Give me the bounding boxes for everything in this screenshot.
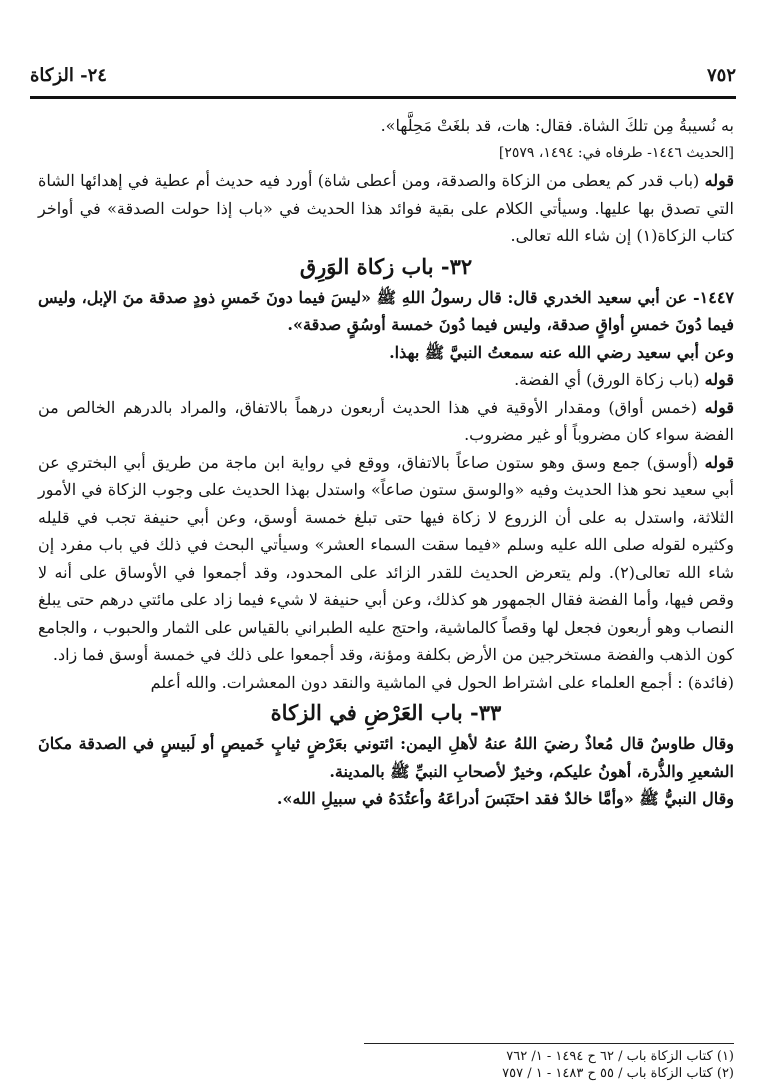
paragraph-faida: (فائدة) : أجمع العلماء على اشتراط الحول في الماشية والنقد دون المعشرات. والله أعلم — [150, 672, 734, 692]
commentary-text: (خمس أواق) ومقدار الأوقية في هذا الحديث أربعون درهماً بالاتفاق، والمراد بالدرهم الخالص من الفضة سواء كان مضروباً أو غير مضروب. — [38, 397, 734, 444]
qawluhu-label: قوله — [704, 397, 734, 417]
footnote-rule — [364, 1043, 734, 1044]
running-header — [30, 58, 736, 92]
footnotes — [300, 1048, 734, 1082]
paragraph-commentary-4 — [38, 449, 734, 669]
paragraph-commentary-2 — [38, 366, 734, 394]
header-rule — [30, 96, 736, 99]
paragraph-hadith-end: به نُسيبةُ مِن تلكَ الشاة. فقال: هات، قد بلغَتْ مَحِلَّها». — [380, 116, 734, 135]
section-heading-33: ٣٣- باب العَرْضِ في الزكاة — [270, 700, 502, 725]
qawluhu-label: قوله — [704, 452, 734, 472]
page-number: ٧٥٢ — [706, 64, 736, 86]
hadith-khalid: وقال النبيُّ ﷺ «وأمَّا خالدٌ فقد احتَبَسَ أدراعَهُ وأعتُدَهُ في سبيلِ الله». — [276, 789, 734, 808]
chapter-title: ٢٤- الزكاة — [30, 64, 107, 86]
footnote-2: (٢) كتاب الزكاة باب / ٥٥ ح ١٤٨٣ - ١ / ٧٥٧ — [502, 1066, 734, 1081]
commentary-text: (أوسق) جمع وسق وهو ستون صاعاً بالاتفاق، ووقع في رواية ابن ماجة من طريق أبي البختري عن أبي سعيد نحو هذا الحديث وفيه «والوسق ستون صاعاً» واستدل بهذا الحديث على وجوب الزكاة في الأمور الثلاثة، واستدل به على أن الزروع لا زكاة فيها حتى تبلغ خمسة أوسق، وعن أبي حنيفة تجب في قليله وكثيره لقوله صلى الله عليه وسلم «فيما سقت السماء العشر» وسيأتي البحث في ذلك في باب مفرد إن شاء الله تعالى(٢). ولم يتعرض الحديث للقدر الزائد على المحدود، وقد أجمعوا في الأوساق على أنه لا وقص فيها، وأما الفضة فقال الجمهور هو كذلك، وعن أبي حنيفة لا شيء فيما زاد على مائتي درهم حتى يبلغ النصاب وهو أربعون فجعل لها وقصاً كالماشية، واحتج عليه الطبراني بالقياس على الثمار والحبوب ، والجامع كون الذهب والفضة مستخرجين من الأرض بكلفة ومؤنة، وقد أجمعوا على ذلك في خمسة أوسق فما زاد. — [38, 452, 734, 664]
section-heading-32: ٣٢- باب زكاة الوَرِق — [299, 253, 473, 279]
qawluhu-label: قوله — [704, 370, 734, 389]
qawluhu-label: قوله — [704, 171, 734, 190]
athar-tawus: وقال طاوسٌ قال مُعاذٌ رضيَ اللهُ عنهُ لأهلِ اليمن: ائتوني بعَرْضٍ ثيابٍ خَميصٍ أو لَبيسٍ في الصدقة مكانَ الشعيرِ والذُّرة، أهونُ عليكم، وخيرٌ لأصحابِ النبيِّ ﷺ بالمدينة. — [38, 734, 734, 781]
hadith-1447-alt-chain: وعن أبي سعيد رضي الله عنه سمعتُ النبيَّ ﷺ بهذا. — [389, 342, 734, 362]
commentary-text: (باب قدر كم يعطى من الزكاة والصدقة، ومن أعطى شاة) أورد فيه حديث أم عطية في إهدائها الشاة التي تصدق بها عليها. وسيأتي الكلام على بقية فوائد هذا الحديث في «باب إذا حولت الصدقة» في أواخر كتاب الزكاة(١) إن شاء الله تعالى. — [38, 171, 735, 245]
footnote-1: (١) كتاب الزكاة باب / ٦٢ ح ١٤٩٤ - ١/ ٧٦٢ — [506, 1049, 734, 1064]
hadith-1447: ١٤٤٧- عن أبي سعيد الخدري قال: قال رسولُ اللهِ ﷺ «ليسَ فيما دونَ خَمسِ ذودٍ صدقة منَ الإبل، وليس فيما دُونَ خمسِ أواقٍ صدقة، وليس فيما دُونَ خمسة أوسُقٍ صدقة». — [38, 287, 734, 334]
page-body — [38, 112, 734, 813]
hadith-reference-note: [الحديث ١٤٤٦- طرفاه في: ١٤٩٤، ٢٥٧٩] — [498, 144, 734, 161]
paragraph-commentary-3 — [38, 394, 734, 449]
paragraph-commentary-1 — [38, 167, 734, 250]
commentary-text: (باب زكاة الورق) أي الفضة. — [514, 370, 700, 389]
